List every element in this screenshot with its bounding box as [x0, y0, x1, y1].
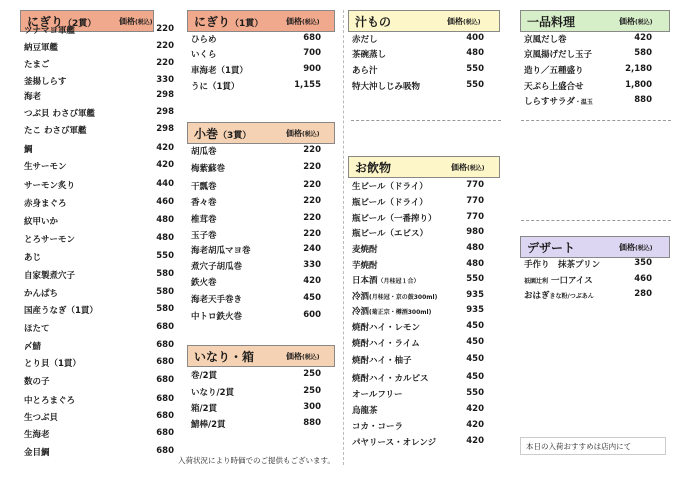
nigiri2-row: [24, 215, 174, 227]
nigiri2-item-price: 680: [156, 340, 174, 350]
nigiri2-item-label: サーモン炙り: [24, 181, 76, 191]
nigiri2-row: [24, 58, 174, 70]
maki-item-label: 胡瓜巻: [191, 147, 217, 157]
ippin-item-price: 2,180: [625, 64, 652, 74]
price-label-text: 価格: [451, 162, 467, 172]
drinks-item-label: 焼酎ハイ・ライム: [352, 339, 420, 349]
maki-item-price: 600: [303, 310, 321, 320]
section-divider: [351, 120, 501, 121]
maki-row: [191, 310, 321, 322]
inari-item-label: 巻/2貫: [191, 371, 218, 381]
inari-item-label: 鯖棒/2貫: [191, 420, 226, 430]
nigiri2-item-label: 中とろまぐろ: [24, 396, 76, 406]
maki-row: [191, 293, 321, 305]
drinks-item-price: 450: [466, 354, 484, 364]
drinks-row: [352, 259, 484, 271]
maki-row: [191, 145, 321, 157]
maki-row: [191, 244, 321, 256]
inari-item-label: いなり/2貫: [191, 388, 235, 398]
nigiri2-item-price: 680: [156, 428, 174, 438]
drinks-item-price: 480: [466, 243, 484, 253]
shiru-row: [352, 80, 484, 92]
nigiri2-item-price: 680: [156, 446, 174, 456]
drinks-item-price: 935: [466, 305, 484, 315]
drinks-row: [352, 243, 484, 255]
nigiri2-item-label: ほたて: [24, 324, 50, 334]
drinks-item-price: 935: [466, 290, 484, 300]
ippin-item-note: ・温玉: [574, 99, 593, 106]
drinks-item-price: 550: [466, 388, 484, 398]
drinks-item-label: 焼酎ハイ・柚子: [352, 356, 412, 366]
nigiri1-title: [194, 13, 263, 30]
drinks-item-price: 420: [466, 436, 484, 446]
inari-item-price: 250: [303, 386, 321, 396]
dessert-row: [524, 289, 652, 301]
drinks-item-label: コカ・コーラ: [352, 422, 404, 432]
price-label-text: 価格: [286, 128, 302, 138]
nigiri2-item-price: 298: [156, 107, 174, 117]
shiru-row: [352, 64, 484, 76]
nigiri1-row: [191, 64, 321, 76]
nigiri2-title-text: にぎり: [27, 14, 64, 29]
nigiri2-item-label: たこ わさび軍艦: [24, 126, 87, 136]
ippin-item-price: 420: [634, 33, 652, 43]
nigiri2-item-label: 生つぶ貝: [24, 413, 59, 423]
dessert-item-price: 280: [634, 289, 652, 299]
drinks-row: [352, 180, 484, 192]
maki-row: [191, 180, 321, 192]
nigiri1-title-sub: （1貫）: [230, 18, 264, 29]
maki-item-price: 220: [303, 229, 321, 239]
maki-item-label: 中トロ鉄火巻: [191, 312, 243, 322]
nigiri2-item-label: 生海老: [24, 430, 50, 440]
nigiri2-item-price: 420: [156, 160, 174, 170]
nigiri1-row: [191, 48, 321, 60]
maki-row: [191, 276, 321, 288]
tax-label-text: (税込): [135, 18, 153, 26]
ippin-title: [527, 13, 575, 30]
price-label-text: 価格: [286, 351, 302, 361]
maki-item-price: 420: [303, 276, 321, 286]
dessert-item-note: きな粉/つぶあん: [549, 293, 594, 300]
nigiri1-item-label: うに（1貫）: [191, 82, 240, 92]
inari-row: [191, 386, 321, 398]
inari-item-price: 880: [303, 418, 321, 428]
nigiri2-item-label: かんぱち: [24, 289, 59, 299]
drinks-row: [352, 354, 484, 366]
footer-note: 入荷状況により時価でのご提供もございます。: [178, 456, 335, 465]
drinks-row: [352, 321, 484, 333]
drinks-item-label: 瓶ビール（ドライ）: [352, 198, 428, 208]
drinks-item-price: 980: [466, 227, 484, 237]
maki-row: [191, 213, 321, 225]
ippin-row: [524, 95, 652, 107]
ippin-item-price: 880: [634, 95, 652, 105]
nigiri2-row: [24, 304, 174, 316]
maki-row: [191, 260, 321, 272]
nigiri1-header: [187, 10, 335, 32]
shiru-item-label: 茶碗蒸し: [352, 50, 387, 60]
inari-row: [191, 418, 321, 430]
inari-item-label: 箱/2貫: [191, 404, 218, 414]
nigiri2-row: [24, 233, 174, 245]
ippin-item-price: 1,800: [625, 80, 652, 90]
drinks-item-label: 瓶ビール（エビス）: [352, 229, 428, 239]
ippin-item-price: 580: [634, 48, 652, 58]
tax-label-text: (税込): [302, 130, 320, 138]
nigiri2-item-price: 298: [156, 90, 174, 100]
drinks-row: [352, 388, 484, 400]
nigiri2-item-label: とろサーモン: [24, 235, 76, 245]
dessert-price-label: [619, 242, 653, 253]
maki-item-price: 220: [303, 145, 321, 155]
dessert-title: [527, 239, 575, 256]
drinks-item-label: 日本酒: [352, 276, 378, 286]
nigiri2-item-price: 220: [156, 24, 174, 34]
nigiri2-item-price: 680: [156, 375, 174, 385]
price-label-text: 価格: [286, 16, 302, 26]
nigiri2-item-label: 納豆軍艦: [24, 43, 59, 53]
maki-row: [191, 162, 321, 174]
maki-item-label: 海老胡瓜マヨ巻: [191, 246, 251, 256]
nigiri2-item-price: 580: [156, 269, 174, 279]
drinks-item-price: 450: [466, 337, 484, 347]
drinks-row: [352, 305, 484, 317]
drinks-row: [352, 436, 484, 448]
nigiri2-item-price: 330: [156, 75, 174, 85]
drinks-price-label: [451, 162, 485, 173]
drinks-row: [352, 372, 484, 384]
shiru-item-price: 480: [466, 48, 484, 58]
drinks-row: [352, 274, 484, 286]
drinks-item-label: 瓶ビール（一番搾り）: [352, 214, 437, 224]
nigiri2-item-label: 自家製煮穴子: [24, 271, 76, 281]
nigiri2-item-price: 420: [156, 143, 174, 153]
inari-title-text: いなり・箱: [194, 349, 255, 364]
shiru-item-label: 特大沖しじみ吸物: [352, 82, 421, 92]
drinks-item-label: 焼酎ハイ・カルピス: [352, 374, 429, 384]
nigiri2-row: [24, 24, 174, 36]
maki-row: [191, 229, 321, 241]
ippin-row: [524, 80, 652, 92]
dessert-row: [524, 274, 652, 286]
nigiri1-item-label: 車海老（1貫）: [191, 66, 248, 76]
inari-item-price: 300: [303, 402, 321, 412]
drinks-item-note: （月桂冠１合）: [377, 278, 420, 285]
drinks-item-price: 420: [466, 420, 484, 430]
dessert-item-label: おはぎ: [524, 291, 550, 301]
ippin-row: [524, 48, 652, 60]
nigiri2-row: [24, 394, 174, 406]
drinks-item-price: 480: [466, 259, 484, 269]
nigiri2-row: [24, 375, 174, 387]
shiru-header: [348, 10, 500, 32]
maki-item-price: 450: [303, 293, 321, 303]
inari-title: [194, 348, 254, 365]
drinks-row: [352, 337, 484, 349]
nigiri2-row: [24, 41, 174, 53]
maki-header: [187, 122, 335, 144]
dessert-header: [520, 236, 670, 258]
dessert-item-label: 手作り 抹茶プリン: [524, 260, 601, 270]
drinks-row: [352, 404, 484, 416]
shiru-title: [355, 13, 391, 30]
nigiri2-item-label: 海老: [24, 92, 42, 102]
shiru-item-label: あら汁: [352, 66, 378, 76]
nigiri2-item-price: 580: [156, 287, 174, 297]
drinks-item-price: 550: [466, 274, 484, 284]
nigiri2-item-price: 680: [156, 411, 174, 421]
maki-item-price: 240: [303, 244, 321, 254]
tax-label-text: (税込): [467, 164, 485, 172]
dessert-row: [524, 258, 652, 270]
nigiri2-row: [24, 179, 174, 191]
price-label-text: 価格: [619, 16, 635, 26]
maki-item-label: 干瓢巻: [191, 182, 217, 192]
ippin-row: [524, 33, 652, 45]
nigiri2-item-label: 生サーモン: [24, 162, 67, 172]
dessert-item-label: 一口アイス: [551, 276, 593, 286]
maki-title-sub: （3貫）: [218, 130, 252, 141]
section-divider: [521, 120, 671, 121]
maki-item-label: 香々巻: [191, 198, 217, 208]
drinks-header: [348, 156, 500, 178]
nigiri2-item-label: 〆鯖: [24, 342, 42, 352]
drinks-row: [352, 212, 484, 224]
drinks-item-price: 420: [466, 404, 484, 414]
nigiri2-row: [24, 90, 174, 102]
drinks-item-label: 冷酒: [352, 307, 370, 317]
drinks-item-label: 烏龍茶: [352, 406, 378, 416]
maki-price-label: [286, 128, 320, 139]
ippin-title-text: 一品料理: [527, 14, 576, 29]
nigiri2-item-price: 460: [156, 197, 174, 207]
maki-title-text: 小巻: [194, 126, 219, 141]
shiru-item-price: 550: [466, 64, 484, 74]
nigiri2-row: [24, 446, 174, 458]
nigiri2-row: [24, 124, 174, 136]
nigiri2-item-price: 480: [156, 215, 174, 225]
maki-item-label: 煮穴子胡瓜巻: [191, 262, 243, 272]
inari-row: [191, 402, 321, 414]
nigiri2-item-price: 440: [156, 179, 174, 189]
maki-item-price: 220: [303, 196, 321, 206]
drinks-item-label: 麦焼酎: [352, 245, 378, 255]
nigiri2-row: [24, 269, 174, 281]
nigiri2-title-sub: （2貫）: [63, 18, 97, 29]
nigiri2-row: [24, 428, 174, 440]
nigiri2-item-label: 金目鯛: [24, 448, 50, 458]
ippin-item-label: 造り／五種盛り: [524, 66, 584, 76]
drinks-item-note: (月桂冠・京の鼓300ml): [369, 294, 438, 301]
maki-item-label: 鉄火巻: [191, 278, 217, 288]
nigiri2-item-price: 680: [156, 322, 174, 332]
nigiri2-row: [24, 287, 174, 299]
nigiri2-item-price: 680: [156, 357, 174, 367]
nigiri2-row: [24, 143, 174, 155]
shiru-row: [352, 33, 484, 45]
nigiri2-row: [24, 322, 174, 334]
nigiri1-item-price: 680: [303, 33, 321, 43]
inari-price-label: [286, 351, 320, 362]
nigiri2-item-label: ツナマヨ軍艦: [24, 26, 76, 36]
nigiri2-item-price: 580: [156, 304, 174, 314]
column-divider: [343, 10, 344, 465]
price-label-text: 価格: [619, 242, 635, 252]
drinks-item-price: 770: [466, 212, 484, 222]
nigiri2-item-price: 550: [156, 251, 174, 261]
nigiri1-row: [191, 33, 321, 45]
dessert-item-prefix: 祇園辻利: [524, 278, 549, 285]
nigiri2-item-label: 国産うなぎ（1貫）: [24, 306, 98, 316]
maki-title: [194, 125, 251, 142]
shiru-price-label: [447, 16, 481, 27]
nigiri2-item-price: 220: [156, 58, 174, 68]
drinks-title: [355, 159, 391, 176]
ippin-item-label: 京風揚げだし玉子: [524, 50, 593, 60]
nigiri2-item-label: たまご: [24, 60, 50, 70]
drinks-row: [352, 290, 484, 302]
dessert-item-price: 350: [634, 258, 652, 268]
price-label-text: 価格: [119, 16, 135, 26]
drinks-item-note: (菊正宗・樽酒300ml): [369, 309, 432, 316]
nigiri2-item-label: あじ: [24, 253, 42, 263]
maki-item-price: 220: [303, 162, 321, 172]
nigiri1-item-price: 700: [303, 48, 321, 58]
nigiri2-row: [24, 251, 174, 263]
drinks-item-label: オールフリー: [352, 390, 403, 400]
inari-item-price: 250: [303, 369, 321, 379]
nigiri2-item-price: 480: [156, 233, 174, 243]
nigiri2-item-label: 赤身まぐろ: [24, 199, 67, 209]
recommend-note: 本日の入荷おすすめは店内にて: [526, 441, 632, 451]
nigiri2-row: [24, 357, 174, 369]
maki-item-label: 玉子巻: [191, 231, 217, 241]
drinks-row: [352, 420, 484, 432]
drinks-title-text: お飲物: [355, 160, 392, 175]
shiru-title-text: 汁もの: [355, 14, 392, 29]
ippin-item-label: しらすサラダ: [524, 97, 575, 107]
nigiri1-row: [191, 80, 321, 92]
nigiri1-item-price: 900: [303, 64, 321, 74]
nigiri2-item-price: 298: [156, 124, 174, 134]
dessert-title-text: デザート: [527, 240, 576, 255]
ippin-item-label: 天ぷら上盛合せ: [524, 82, 584, 92]
drinks-item-label: 生ビール（ドライ）: [352, 182, 428, 192]
maki-item-label: 梅紫蘇巻: [191, 164, 226, 174]
maki-item-price: 220: [303, 213, 321, 223]
nigiri2-item-price: 680: [156, 394, 174, 404]
ippin-row: [524, 64, 652, 76]
drinks-item-label: 芋焼酎: [352, 261, 378, 271]
section-divider: [521, 220, 671, 221]
nigiri2-item-label: 数の子: [24, 377, 50, 387]
nigiri2-item-label: 紋甲いか: [24, 217, 59, 227]
drinks-item-label: 焼酎ハイ・レモン: [352, 323, 421, 333]
drinks-row: [352, 196, 484, 208]
shiru-item-label: 赤だし: [352, 35, 378, 45]
nigiri1-item-price: 1,155: [294, 80, 321, 90]
nigiri2-item-price: 220: [156, 41, 174, 51]
nigiri2-item-label: とり貝（1貫）: [24, 359, 81, 369]
nigiri1-item-label: ひらめ: [191, 35, 217, 45]
nigiri1-item-label: いくら: [191, 50, 217, 60]
nigiri1-title-text: にぎり: [194, 14, 231, 29]
nigiri2-row: [24, 107, 174, 119]
ippin-header: [520, 10, 670, 32]
drinks-item-price: 770: [466, 180, 484, 190]
shiru-row: [352, 48, 484, 60]
nigiri2-row: [24, 197, 174, 209]
drinks-item-label: 冷酒: [352, 292, 370, 302]
tax-label-text: (税込): [635, 244, 653, 252]
shiru-item-price: 550: [466, 80, 484, 90]
nigiri2-item-label: 鯛: [24, 145, 33, 155]
nigiri2-row: [24, 160, 174, 172]
drinks-item-label: パヤリース・オレンジ: [352, 438, 437, 448]
drinks-item-price: 770: [466, 196, 484, 206]
maki-item-price: 330: [303, 260, 321, 270]
nigiri2-row: [24, 411, 174, 423]
nigiri2-item-label: つぶ貝 わさび軍艦: [24, 109, 95, 119]
drinks-row: [352, 227, 484, 239]
tax-label-text: (税込): [302, 353, 320, 361]
maki-item-label: 椎茸巻: [191, 215, 217, 225]
tax-label-text: (税込): [463, 18, 481, 26]
ippin-price-label: [619, 16, 653, 27]
tax-label-text: (税込): [302, 18, 320, 26]
nigiri2-row: [24, 75, 174, 87]
inari-row: [191, 369, 321, 381]
shiru-item-price: 400: [466, 33, 484, 43]
maki-item-label: 海老天手巻き: [191, 295, 243, 305]
maki-item-price: 220: [303, 180, 321, 190]
dessert-item-price: 460: [634, 274, 652, 284]
drinks-item-price: 450: [466, 372, 484, 382]
inari-header: [187, 345, 335, 367]
nigiri1-price-label: [286, 16, 320, 27]
recommend-box: [520, 437, 666, 455]
drinks-item-price: 450: [466, 321, 484, 331]
price-label-text: 価格: [447, 16, 463, 26]
tax-label-text: (税込): [635, 18, 653, 26]
nigiri2-item-label: 釜揚しらす: [24, 77, 67, 87]
maki-row: [191, 196, 321, 208]
nigiri2-row: [24, 340, 174, 352]
ippin-item-label: 京風だし巻: [524, 35, 567, 45]
